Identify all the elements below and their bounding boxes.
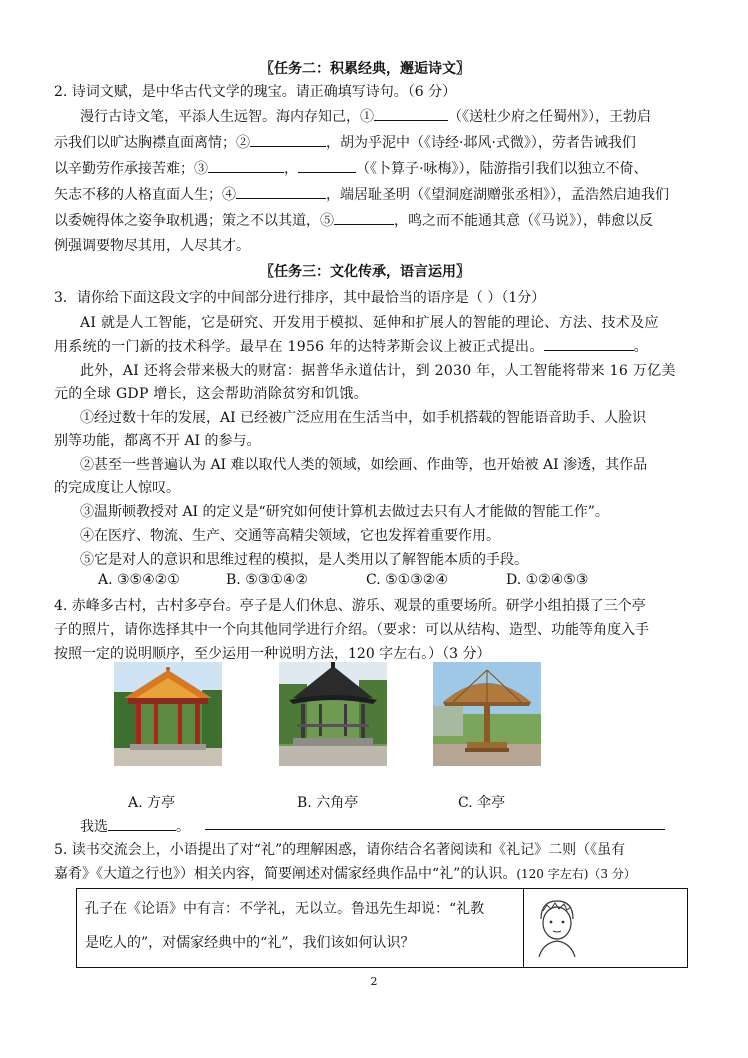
q5-line2: 嘉肴》《大道之行也》）相关内容，简要阐述对儒家经典作品中“礼”的认识。(120 字左右)（3 分） [54, 866, 636, 882]
ai-text-line4: 元的全球 GDP 增长，这会帮助消除贫穷和饥饿。 [54, 386, 368, 402]
student-sketch-icon [531, 897, 583, 959]
option-a[interactable]: A. ③⑤④②① [98, 572, 180, 588]
q2-para-line4: 矢志不移的人格直面人生；④ ，端居耻圣明（《望洞庭湖赠张丞相》），孟浩然启迪我们 [54, 184, 669, 205]
ai-text-line1: AI 就是人工智能，它是研究、开发用于模拟、延伸和扩展人的智能的理论、方法、技术及应 [80, 315, 659, 331]
caption-a: A. 方亭 [128, 795, 176, 811]
q5-line1: 5. 读书交流会上，小语提出了对“礼”的理解困惑，请你结合名著阅读和《礼记》二则（《虽有 [54, 842, 626, 858]
page-number: 2 [370, 975, 378, 988]
option-d[interactable]: D. ①②④⑤③ [506, 572, 589, 588]
ai-text-line2: 用系统的一门新的技术科学。最早在 1956 年的达特茅斯会议上被正式提出。 。 [54, 336, 648, 357]
sentence-5: ⑤它是对人的意识和思维过程的模拟，是人类用以了解智能本质的手段。 [80, 552, 528, 568]
box-text-line2: 是吃人的”，对儒家经典中的“礼”，我们该如何认识？ [85, 935, 415, 951]
sentence-3: ③温斯顿教授对 AI 的定义是“研究如何使计算机去做过去只有人才能做的智能工作”。 [80, 504, 609, 520]
task2-heading: 〖任务二：积累经典，邂逅诗文〗 [260, 61, 470, 77]
ordering-blank[interactable] [544, 336, 634, 351]
sentence-2a: ②甚至一些普遍认为 AI 难以取代人类的领域，如绘画、作曲等，也开始被 AI 渗透，其作品 [80, 457, 648, 473]
q2-para-line6: 例强调要物尽其用，人尽其才。 [54, 238, 250, 254]
option-c[interactable]: C. ⑤①③②④ [366, 572, 448, 588]
umbrella-pavilion-photo [433, 662, 541, 766]
caption-b: B. 六角亭 [297, 795, 359, 811]
blank-4[interactable] [236, 184, 326, 199]
choice-line: 我选 。 [80, 816, 190, 837]
choice-blank[interactable] [108, 816, 176, 831]
q2-para-line2: 示我们以旷达胸襟直面离情；② ，胡为乎泥中（《诗经·邶风·式微》），劳者告诫我们 [54, 132, 636, 153]
box-text-line1: 孔子在《论语》中有言：不学礼，无以立。鲁迅先生却说：“礼教 [85, 901, 485, 917]
blank-2[interactable] [250, 132, 326, 147]
option-b[interactable]: B. ⑤③①④② [226, 572, 308, 588]
q4-line2: 子的照片，请你选择其中一个向其他同学进行介绍。（要求：可以从结构、造型、功能等角度入手 [54, 622, 649, 638]
blank-3b[interactable] [298, 158, 356, 173]
q2-para-line1: 漫行古诗文笔，平添人生远智。海内存知己，① （《送杜少府之任蜀州》），王勃启 [80, 106, 651, 127]
sentence-1a: ①经过数十年的发展，AI 已经被广泛应用在生活当中，如手机搭载的智能语音助手、人脸识 [80, 410, 647, 426]
sentence-4: ④在医疗、物流、生产、交通等高精尖领域，它也发挥着重要作用。 [80, 528, 500, 544]
q2-para-line3: 以辛勤劳作承接苦难；③ ， （《卜算子·咏梅》），陆游指引我们以独立不倚、 [54, 158, 647, 179]
square-pavilion-photo [114, 662, 222, 766]
sentence-1b: 别等功能，都离不开 AI 的参与。 [54, 433, 261, 449]
quote-box [76, 888, 688, 968]
caption-c: C. 伞亭 [458, 795, 506, 811]
hexagonal-pavilion-photo [279, 662, 387, 766]
answer-line[interactable] [205, 829, 665, 830]
ai-text-line3: 此外，AI 还将会带来极大的财富：据普华永道估计，到 2030 年，人工智能将带来 16 万亿美 [80, 363, 676, 379]
sentence-2b: 的完成度让人惊叹。 [54, 480, 180, 496]
task3-heading: 〖任务三：文化传承，语言运用〗 [260, 264, 470, 280]
blank-1[interactable] [374, 106, 448, 121]
q2-stem: 2. 诗词文赋，是中华古代文学的瑰宝。请正确填写诗句。（6 分） [54, 84, 457, 100]
box-divider [523, 889, 524, 967]
blank-3a[interactable] [208, 158, 284, 173]
q4-line3: 按照一定的说明顺序，至少运用一种说明方法，120 字左右。）（3 分） [54, 646, 491, 662]
blank-5[interactable] [334, 210, 394, 225]
q4-line1: 4. 赤峰多古村，古村多亭台。亭子是人们休息、游乐、观景的重要场所。研学小组拍摄了三个亭 [54, 598, 646, 614]
q3-stem: 3．请你给下面这段文字的中间部分进行排序，其中最恰当的语序是（ ）（1分） [54, 290, 546, 306]
q2-para-line5: 以委婉得体之姿争取机遇；策之不以其道，⑤ ，鸣之而不能通其意（《马说》），韩愈以反 [54, 210, 653, 231]
